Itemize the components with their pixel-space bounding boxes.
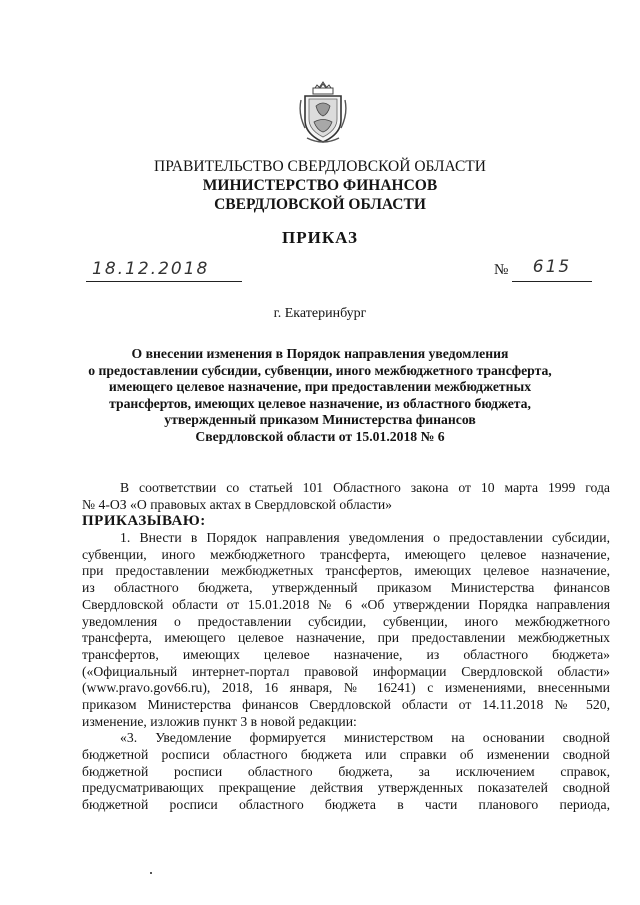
body-line: Свердловской области от 15.01.2018 № 6 «Об утверждении Порядка направления [82,596,610,612]
order-heading: ПРИКАЗЫВАЮ: [82,513,206,530]
body-line: предусматривающих прекращение действия утвержденных показателей сводной [82,780,610,796]
subject-line: имеющего целевое назначение, при предоставлении межбюджетных [108,379,532,395]
body-line: изменение, изложив пункт 3 в новой редакции: [82,713,357,729]
body-line: («Официальный интернет-портал правовой информации Свердловской области» [82,663,610,679]
document-date: 18.12.2018 [86,259,242,282]
document-subject [70,346,570,446]
body-line: 1. Внести в Порядок направления уведомления о предоставлении субсидии, [120,530,610,546]
body-line: бюджетной росписи областного бюджета в части планового периода, [82,797,610,813]
number-label: № [494,262,509,278]
document-type: ПРИКАЗ [282,228,358,247]
body-line: уведомления о предоставлении субсидии, субвенции, иного межбюджетного [82,613,610,629]
ministry-header: МИНИСТЕРСТВО ФИНАНСОВ [202,177,438,194]
body-line: бюджетной росписи областного бюджета, за исключением справок, [82,763,610,779]
scan-speck [150,872,152,874]
subject-line: о предоставлении субсидии, субвенции, иного межбюджетного трансферта, [88,362,552,378]
subject-line: утвержденный приказом Министерства финансов [164,412,476,428]
subject-line: О внесении изменения в Порядок направления уведомления [131,346,509,361]
government-header: ПРАВИТЕЛЬСТВО СВЕРДЛОВСКОЙ ОБЛАСТИ [154,158,486,175]
subject-line: трансфертов, имеющих целевое назначение, из областного бюджета, [109,395,531,411]
region-header: СВЕРДЛОВСКОЙ ОБЛАСТИ [214,196,426,213]
document-number: 615 [512,257,592,282]
subject-line: Свердловской области от 15.01.2018 № 6 [195,428,445,444]
body-line: «3. Уведомление формируется министерством на основании сводной [120,730,610,746]
coat-of-arms-icon [297,80,349,146]
body-line: бюджетной росписи областного бюджета или справки об изменении сводной [82,747,610,762]
document-body [82,480,610,814]
body-line: при предоставлении межбюджетных трансфертов, имеющих целевое назначение, [82,563,610,579]
body-line: В соответствии со статьей 101 Областного закона от 10 марта 1999 года [120,480,610,495]
body-line: из областного бюджета, утвержденный приказом Министерства финансов [82,580,610,596]
body-line: приказом Министерства финансов Свердловской области от 14.11.2018 № 520, [82,696,610,712]
body-line: (www.pravo.gov66.ru), 2018, 16 января, № 16241) с изменениями, внесенными [82,680,610,696]
body-line: субвенции, иного межбюджетного трансферта, имеющего целевое назначение, [82,546,610,562]
coat-of-arms-emblem [297,80,349,146]
city: г. Екатеринбург [273,306,367,321]
body-line: трансфертов, имеющих целевое назначение, из областного бюджета» [82,646,610,662]
body-line: трансферта, имеющего целевое назначение, при предоставлении межбюджетных [82,630,610,646]
body-line: № 4-ОЗ «О правовых актах в Свердловской области» [82,496,392,512]
